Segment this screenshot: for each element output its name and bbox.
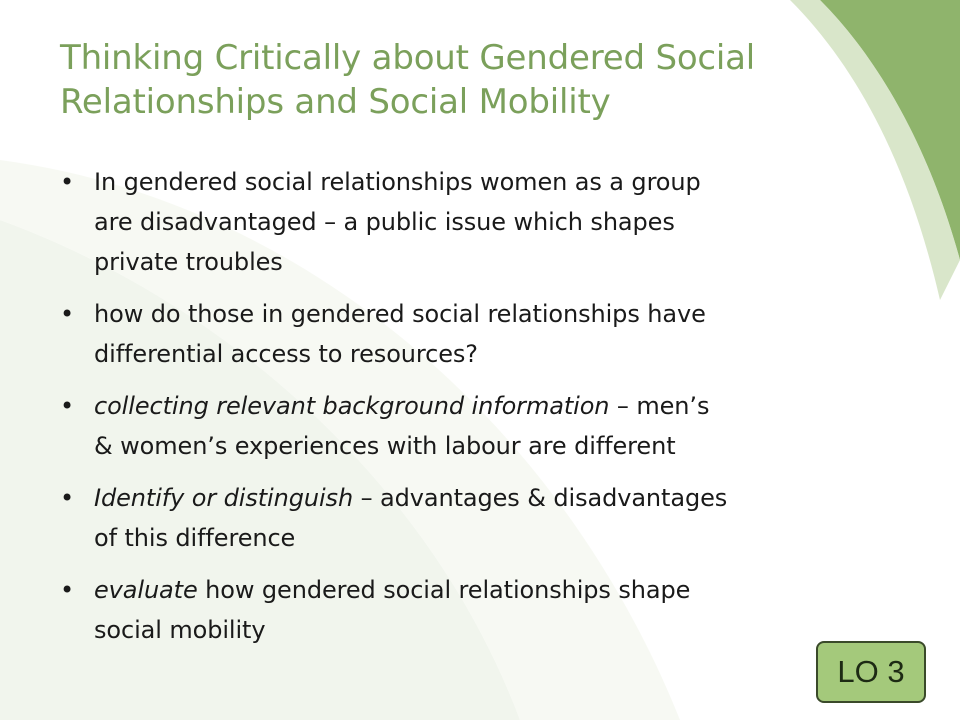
bullet-4-line-1-rest: – advantages & disadvantages bbox=[353, 484, 728, 512]
bullet-4-line-2: of this difference bbox=[94, 524, 296, 552]
bullet-3-italic-term: collecting relevant background information bbox=[94, 392, 610, 420]
bullet-1-line-3: private troubles bbox=[94, 248, 283, 276]
bullet-2-line-2: differential access to resources? bbox=[94, 340, 478, 368]
bullet-marker: • bbox=[60, 484, 75, 512]
bullet-item-4 bbox=[56, 478, 896, 558]
bullet-2-line-1: how do those in gendered social relationships have bbox=[94, 300, 706, 328]
bullet-list bbox=[56, 162, 896, 662]
bullet-item-2 bbox=[56, 294, 896, 374]
bullet-3-line-2: & women’s experiences with labour are different bbox=[94, 432, 676, 460]
bullet-1-line-1: In gendered social relationships women as a group bbox=[94, 168, 701, 196]
bullet-3-line-1-rest: – men’s bbox=[609, 392, 710, 420]
bullet-item-3 bbox=[56, 386, 896, 466]
slide-title bbox=[60, 36, 890, 124]
bullet-5-italic-term: evaluate bbox=[94, 576, 198, 604]
bullet-5-line-1-rest: how gendered social relationships shape bbox=[197, 576, 691, 604]
title-line-2: Relationships and Social Mobility bbox=[60, 82, 611, 122]
bullet-1-line-2: are disadvantaged – a public issue which shapes bbox=[94, 208, 675, 236]
bullet-marker: • bbox=[60, 168, 75, 196]
bullet-marker: • bbox=[60, 576, 75, 604]
title-line-1: Thinking Critically about Gendered Social bbox=[60, 38, 756, 78]
bullet-5-line-2: social mobility bbox=[94, 616, 266, 644]
bullet-item-1 bbox=[56, 162, 896, 282]
bullet-item-5 bbox=[56, 570, 896, 650]
bullet-marker: • bbox=[60, 300, 75, 328]
bullet-4-italic-term: Identify or distinguish bbox=[94, 484, 354, 512]
bullet-marker: • bbox=[60, 392, 75, 420]
learning-outcome-badge: LO 3 bbox=[816, 641, 926, 703]
